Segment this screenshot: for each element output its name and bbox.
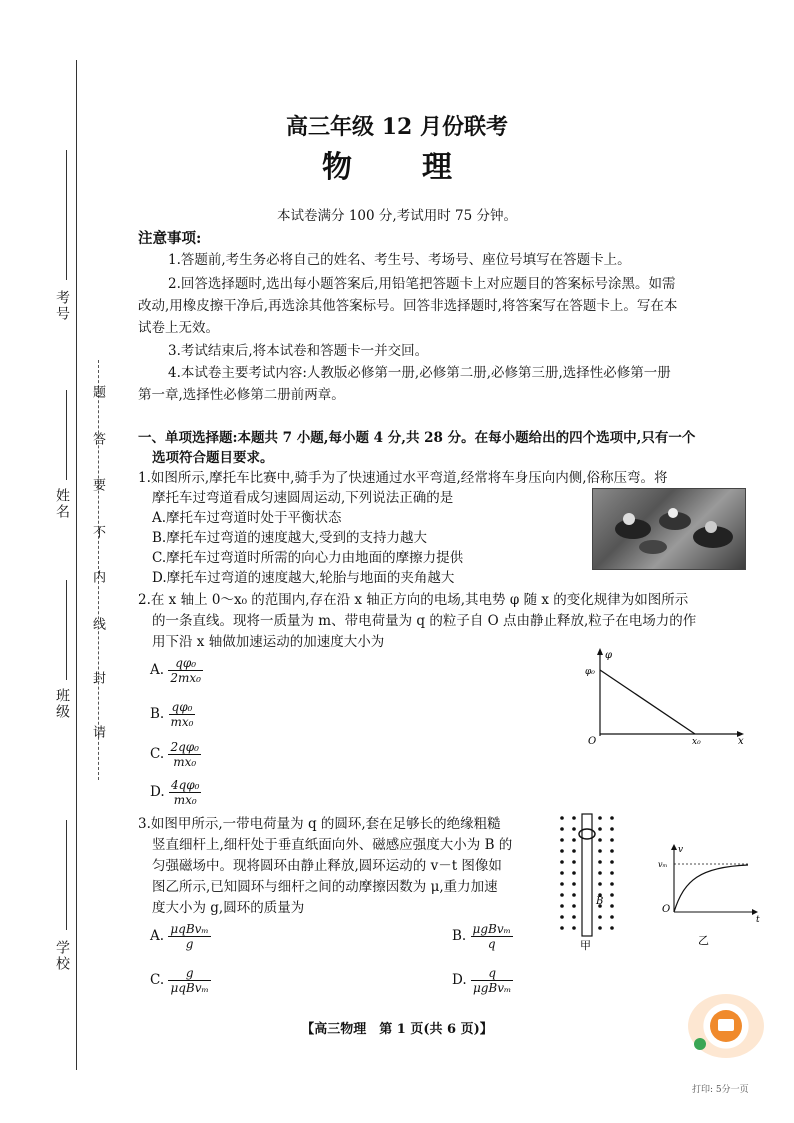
q2-option-c-den: mx₀: [173, 755, 197, 769]
xingming-blank: [66, 390, 67, 480]
q3-option-b: [452, 922, 513, 951]
field-dot: [572, 871, 576, 875]
q2-stem-3: 用下沿 x 轴做加速运动的加速度大小为: [152, 634, 385, 650]
q2-option-d-frac: [169, 778, 202, 807]
field-dot: [560, 926, 564, 930]
q3-option-d: [452, 966, 513, 995]
field-dot: [560, 904, 564, 908]
q2-option-b-num: qφ₀: [169, 700, 196, 715]
q3-option-c-label: C.: [150, 972, 165, 988]
q2-option-b-den: mx₀: [170, 715, 194, 729]
q3-option-c-den: μqBvₘ: [170, 981, 209, 995]
q2-option-c-frac: [168, 740, 201, 769]
field-dot: [598, 827, 602, 831]
xuexiao-blank: [66, 820, 67, 930]
q3-stem-3: 匀强磁场中。现将圆环由静止释放,圆环运动的 v－t 图像如: [152, 858, 502, 874]
vt-t-label: t: [756, 915, 760, 925]
field-dot: [572, 849, 576, 853]
q1-stem-1: 1.如图所示,摩托车比赛中,骑手为了快速通过水平弯道,经常将车身压向内侧,俗称压弯。将: [138, 470, 668, 486]
print-badge[interactable]: [688, 994, 764, 1058]
q3-option-d-num: q: [471, 966, 513, 981]
q2-option-a-den: 2mx₀: [170, 671, 201, 685]
q3-stem-5: 度大小为 g,圆环的质量为: [152, 900, 305, 916]
graph-phi-label: φ: [605, 650, 613, 661]
field-dot: [560, 915, 564, 919]
field-dot: [610, 849, 614, 853]
field-dot: [560, 849, 564, 853]
field-dot: [572, 838, 576, 842]
q3-stem-1: 3.如图甲所示,一带电荷量为 q 的圆环,套在足够长的绝缘粗糙: [138, 816, 501, 832]
section1-line1: 一、单项选择题:本题共 7 小题,每小题 4 分,共 28 分。在每小题给出的四个选项中,只有一个: [138, 430, 696, 446]
graph-origin-label: O: [588, 736, 597, 746]
q1-stem-2: 摩托车过弯道看成匀速圆周运动,下列说法正确的是: [152, 490, 454, 506]
q3-option-c-num: g: [168, 966, 210, 981]
note-2c: 试卷上无效。: [138, 320, 219, 336]
q3-option-a-label: A.: [150, 928, 165, 944]
field-dot: [598, 882, 602, 886]
q2-option-a-label: A.: [150, 662, 165, 678]
q3-option-c: [150, 966, 211, 995]
field-dot: [572, 816, 576, 820]
q2-option-d-den: mx₀: [173, 793, 197, 807]
note-4b: 第一章,选择性必修第二册前两章。: [138, 387, 345, 403]
field-dot: [560, 893, 564, 897]
margin-xuexiao: 学校: [54, 940, 70, 972]
field-dot: [598, 871, 602, 875]
q1-option-a: A.摩托车过弯道时处于平衡状态: [152, 510, 342, 526]
note-2: 2.回答选择题时,选出每小题答案后,用铅笔把答题卡上对应题目的答案标号涂黑。如需: [168, 276, 676, 292]
field-dot: [572, 904, 576, 908]
field-dot: [610, 882, 614, 886]
q2-option-a: [150, 656, 203, 685]
field-dot: [560, 871, 564, 875]
q3-option-a-frac: [168, 922, 210, 951]
motorcycle-photo: [592, 488, 746, 570]
field-dot: [572, 827, 576, 831]
q2-option-c: [150, 740, 201, 769]
q2-option-a-num: qφ₀: [168, 656, 203, 671]
field-dot: [598, 849, 602, 853]
q3-option-b-num: μgBvₘ: [472, 922, 511, 936]
motorcycle-riders-image: [593, 489, 745, 569]
exam-intro: 本试卷满分 100 分,考试用时 75 分钟。: [277, 208, 517, 224]
vt-y-arrow: [671, 844, 677, 850]
exam-title: 高三年级 12 月份联考: [286, 114, 508, 140]
margin-xingming: 姓名: [54, 488, 70, 520]
graph-y-arrow: [597, 648, 603, 655]
printer-glyph: [718, 1019, 734, 1031]
q2-option-d: [150, 778, 201, 807]
field-b-label: B: [596, 896, 604, 907]
note-2b: 改动,用橡皮擦干净后,再选涂其他答案标号。回答非选择题时,将答案写在答题卡上。写在本: [138, 298, 678, 314]
field-dot: [610, 915, 614, 919]
seal-word-2: 封: [90, 671, 105, 684]
field-dot: [610, 871, 614, 875]
fig-jia-label: 甲: [580, 939, 591, 952]
field-dot: [610, 893, 614, 897]
q2-stem-1: 2.在 x 轴上 0～x₀ 的范围内,存在沿 x 轴正方向的电场,其电势 φ 随 x 的变化规律为如图所示: [138, 592, 689, 608]
field-dot: [598, 915, 602, 919]
field-dot: [572, 915, 576, 919]
field-dot: [610, 860, 614, 864]
note-4: 4.本试卷主要考试内容:人教版必修第一册,必修第二册,必修第三册,选择性必修第一册: [168, 365, 671, 381]
field-dot: [610, 904, 614, 908]
field-dot: [610, 827, 614, 831]
vt-v-label: v: [678, 845, 684, 855]
notes-heading: 注意事项:: [138, 230, 202, 247]
field-dot: [598, 838, 602, 842]
field-dot: [560, 838, 564, 842]
q3-stem-4: 图乙所示,已知圆环与细杆之间的动摩擦因数为 μ,重力加速: [152, 879, 498, 895]
q2-option-b: [150, 700, 195, 729]
q2-option-b-label: B.: [150, 706, 165, 722]
section1-line2: 选项符合题目要求。: [152, 450, 274, 466]
q3-option-c-frac: [168, 966, 210, 995]
note-3: 3.考试结束后,将本试卷和答题卡一并交回。: [168, 343, 429, 359]
q3-option-a-den: g: [185, 937, 194, 951]
q3-option-b-den: q: [487, 937, 496, 951]
seal-word-8: 题: [90, 385, 105, 398]
print-note: 打印: 5分一页: [692, 1085, 749, 1095]
badge-green-dot: [694, 1038, 706, 1050]
field-dot: [572, 893, 576, 897]
field-dot: [598, 860, 602, 864]
q3-option-d-label: D.: [452, 972, 467, 988]
field-dot: [598, 926, 602, 930]
seal-word-1: 请: [90, 725, 105, 738]
margin-banji: 班级: [54, 688, 70, 720]
seal-word-5: 不: [90, 525, 105, 538]
field-dot: [572, 860, 576, 864]
q1-option-d: D.摩托车过弯道的速度越大,轮胎与地面的夹角越大: [152, 570, 455, 586]
q3-option-a: [150, 922, 211, 951]
page-footer: 【高三物理 第 1 页(共 6 页)】: [301, 1022, 493, 1037]
q3-option-d-frac: [471, 966, 513, 995]
q2-option-a-frac: [168, 656, 203, 685]
q1-option-b: B.摩托车过弯道的速度越大,受到的支持力越大: [152, 530, 428, 546]
q2-option-d-label: D.: [150, 784, 165, 800]
vt-origin-label: O: [662, 904, 671, 915]
field-dot: [560, 860, 564, 864]
q3-option-a-num: μqBvₘ: [170, 922, 209, 936]
q3-figure-yi: [656, 842, 766, 952]
seal-word-4: 内: [90, 570, 105, 583]
seal-word-7: 答: [90, 432, 105, 445]
q2-stem-2: 的一条直线。现将一质量为 m、带电荷量为 q 的粒子自 O 点由静止释放,粒子在电场力的作: [152, 613, 697, 629]
field-dot: [610, 926, 614, 930]
q2-option-c-num: 2qφ₀: [170, 740, 199, 754]
margin-kaohao: 考号: [54, 290, 70, 322]
field-dot: [560, 827, 564, 831]
q3-stem-2: 竖直细杆上,细杆处于垂直纸面向外、磁感应强度大小为 B 的: [152, 837, 513, 853]
field-dot: [610, 816, 614, 820]
q3-option-b-frac: [471, 922, 513, 951]
q3-option-b-label: B.: [452, 928, 467, 944]
seal-word-6: 要: [90, 478, 105, 491]
note-1: 1.答题前,考生务必将自己的姓名、考生号、考场号、座位号填写在答题卡上。: [168, 252, 631, 268]
q2-option-c-label: C.: [150, 746, 165, 762]
field-dot: [572, 926, 576, 930]
q3-option-d-den: μgBvₘ: [472, 981, 512, 995]
graph-x0-label: x₀: [692, 737, 701, 746]
vt-curve: [674, 865, 748, 912]
field-dot: [598, 816, 602, 820]
q3-figure-jia: [554, 812, 620, 952]
banji-blank: [66, 580, 67, 680]
graph-phi-line: [600, 670, 695, 734]
q2-option-d-num: 4qφ₀: [170, 778, 200, 792]
fig-yi-label: 乙: [698, 934, 709, 947]
q1-option-c: C.摩托车过弯道时所需的向心力由地面的摩擦力提供: [152, 550, 464, 566]
graph-x-label: x: [738, 736, 744, 746]
vt-vm-label: vₘ: [658, 860, 668, 869]
subject-title: 物 理: [322, 150, 472, 185]
field-dot: [572, 882, 576, 886]
q2-option-b-frac: [169, 700, 196, 729]
q2-phi-x-graph: [580, 646, 750, 746]
insulating-rod: [582, 814, 592, 936]
seal-word-3: 线: [90, 617, 105, 630]
field-dot: [560, 816, 564, 820]
field-dot: [560, 882, 564, 886]
field-dot: [610, 838, 614, 842]
graph-phi0-label: φ₀: [585, 667, 595, 677]
